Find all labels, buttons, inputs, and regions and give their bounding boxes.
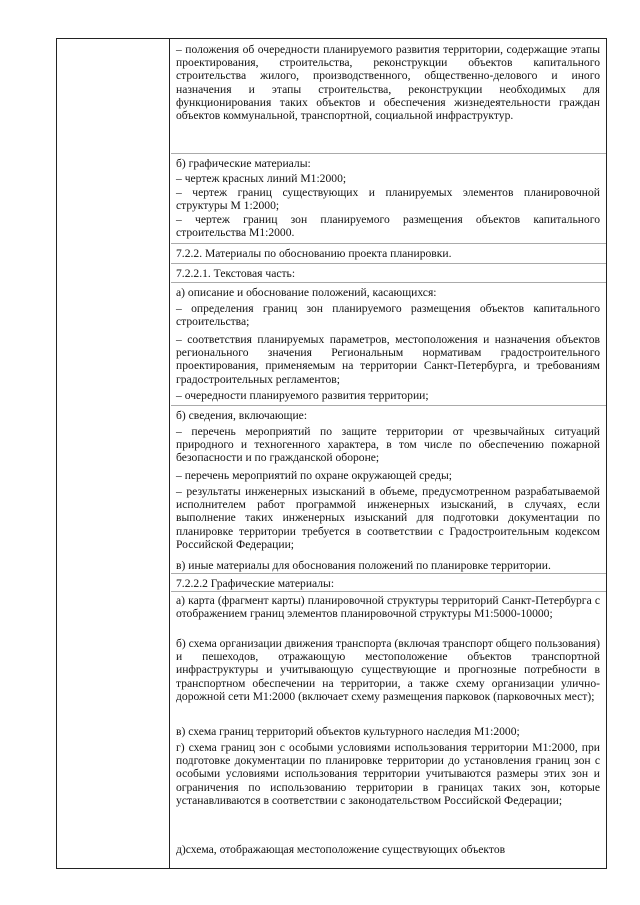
paragraph: б) графические материалы:	[176, 157, 311, 170]
paragraph: д)схема, отображающая местоположение существующих объектов	[176, 843, 506, 856]
row-divider	[171, 573, 606, 574]
paragraph: – определения границ зон планируемого размещения объектов капитального строительства;	[176, 302, 600, 329]
row-divider	[171, 405, 606, 406]
paragraph: – результаты инженерных изысканий в объеме, предусмотренном разрабатываемой исполнителем работ программой инженерных изысканий, в случаях, если выполнение таких инженерных изысканий для подготовки документации по планировке территории требуется в соответствии с Градостроительным кодексом Российской Федерации;	[176, 485, 600, 551]
paragraph: – очередности планируемого развития территории;	[176, 389, 429, 402]
paragraph: а) описание и обоснование положений, касающихся:	[176, 286, 437, 299]
paragraph: б) сведения, включающие:	[176, 409, 308, 422]
left-column	[57, 39, 170, 868]
section-heading: 7.2.2.2 Графические материалы:	[176, 577, 335, 590]
paragraph: – чертеж красных линий М1:2000;	[176, 172, 347, 185]
paragraph: г) схема границ зон с особыми условиями использования территории М1:2000, при подготовке документации по планировке территории до установления границ зон с особыми условиями использования территории учитываются размеры этих зон и ограничения по использованию территории в границах таких зон, которые устанавливаются в соответствии с законодательством Российской Федерации;	[176, 741, 600, 807]
row-divider	[171, 263, 606, 264]
paragraph: – положения об очередности планируемого развития территории, содержащие этапы проектирования, строительства, реконструкции объектов капитального строительства жилого, производственного, общественно-делового и иного назначения и этапы строительства, реконструкции необходимых для функционирования таких объектов и обеспечения жизнедеятельности граждан объектов коммунальной, транспортной, социальной инфраструктур.	[176, 43, 600, 123]
section-heading: 7.2.2.1. Текстовая часть:	[176, 267, 296, 280]
row-divider	[171, 243, 606, 244]
paragraph: в) схема границ территорий объектов культурного наследия М1:2000;	[176, 725, 520, 738]
paragraph: в) иные материалы для обоснования положений по планировке территории.	[176, 559, 551, 572]
paragraph: – перечень мероприятий по охране окружающей среды;	[176, 469, 453, 482]
row-divider	[171, 591, 606, 592]
paragraph: б) схема организации движения транспорта (включая транспорт общего пользования) и пешеходов, отражающую местоположение объектов транспортной инфраструктуры и учитывающую существующие и прогнозные потребности в транспортном обеспечении на территории, а также схему организации улично-дорожной сети М1:2000 (включает схему размещения парковок (парковочных мест);	[176, 637, 600, 703]
paragraph: – чертеж границ существующих и планируемых элементов планировочной структуры М 1:2000;	[176, 186, 600, 213]
paragraph: – соответствия планируемых параметров, местоположения и назначения объектов регионального значения Региональным нормативам градостроительного проектирования, применяемым на территории Санкт-Петербурга, и требованиям градостроительных регламентов;	[176, 333, 600, 386]
paragraph: – перечень мероприятий по защите территории от чрезвычайных ситуаций природного и техногенного характера, в том числе по обеспечению пожарной безопасности и по гражданской обороне;	[176, 425, 600, 465]
section-heading: 7.2.2. Материалы по обоснованию проекта планировки.	[176, 247, 452, 260]
document-table	[56, 38, 607, 869]
row-divider	[171, 282, 606, 283]
paragraph: а) карта (фрагмент карты) планировочной структуры территорий Санкт-Петербурга с отображением границ элементов планировочной структуры М1:5000-10000;	[176, 594, 600, 621]
row-divider	[171, 153, 606, 154]
text-column	[171, 39, 606, 868]
paragraph: – чертеж границ зон планируемого размещения объектов капитального строительства М1:2000.	[176, 213, 600, 240]
